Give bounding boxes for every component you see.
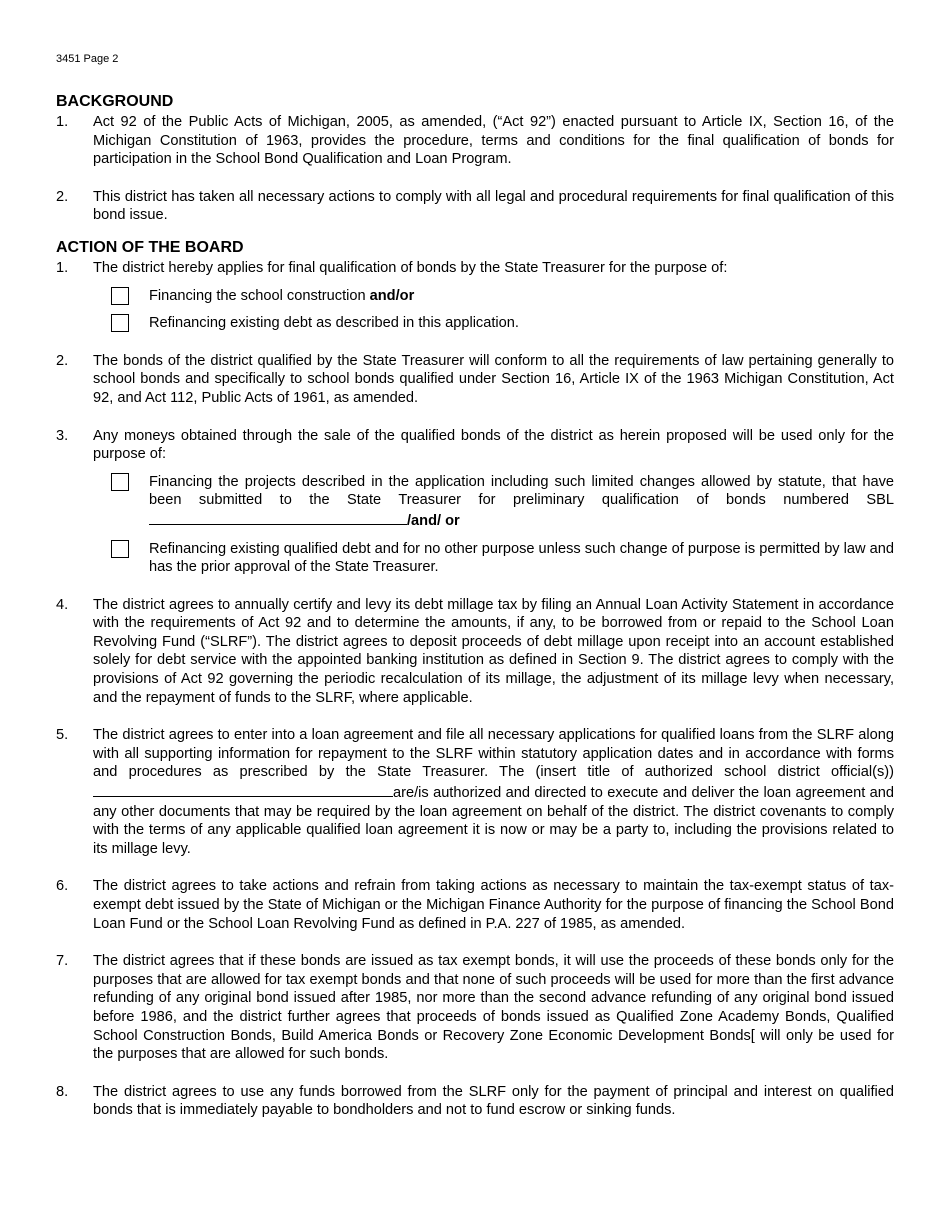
action-item-3 <box>56 427 894 464</box>
background-item-2 <box>56 188 894 225</box>
option-text: Financing the projects described in the application including such limited changes allowed by statute, that have been submitted to the State Treasurer for preliminary qualification of bonds numbered SBL <box>149 473 894 509</box>
item-text <box>93 726 894 858</box>
item-number: 6. <box>56 878 69 895</box>
option-text: Refinancing existing debt as described in this application. <box>149 315 519 332</box>
item-text-before: The district agrees to enter into a loan agreement and file all necessary applications for qualified loans from the SLRF along with all supporting information for repayment to the SLRF within statutory application dates and in accordance with forms and procedures as prescribed by the State Treasurer. The (insert title of authorized school district official(s)) <box>93 727 894 781</box>
option-bold-text: /and/ or <box>407 512 460 529</box>
background-heading: BACKGROUND <box>56 93 174 110</box>
item-text: This district has taken all necessary actions to comply with all legal and procedural requirements for final qualification of this bond issue. <box>93 188 894 224</box>
item-text: The district agrees to annually certify and levy its debt millage tax by filing an Annual Loan Activity Statement in accordance with the requirements of Act 92 and to determine the amounts, if any, to be borrowed from or repaid to the School Loan Revolving Fund (“SLRF”). The district agrees to deposit proceeds of debt millage upon receipt into an account established solely for debt service with the appointed banking institution as defined in Section 9. The district agrees to comply with the provisions of Act 92 governing the periodic recalculation of its millage, the adjustment of its millage levy when necessary, and the repayment of funds to the SLRF, where applicable. <box>93 596 894 706</box>
action-item-7 <box>56 952 894 1064</box>
item-number: 5. <box>56 727 69 744</box>
item-number: 4. <box>56 596 69 613</box>
action-item-6 <box>56 877 894 933</box>
option-financing-projects <box>56 473 894 531</box>
item-text: The district agrees to take actions and refrain from taking actions as necessary to maintain the tax-exempt status of tax-exempt debt issued by the State of Michigan or the Michigan Finance Authority for the purpose of financing the School Bond Loan Fund or the School Loan Revolving Fund as defined in P.A. 227 of 1985, as amended. <box>93 878 894 932</box>
action-item-1 <box>56 259 894 278</box>
item-number: 1. <box>56 259 69 276</box>
item-text: Any moneys obtained through the sale of the qualified bonds of the district as herein proposed will be used only for the purpose of: <box>93 427 894 463</box>
action-item-8 <box>56 1083 894 1120</box>
form-content <box>56 92 894 1120</box>
option-refinancing-qualified-debt <box>56 540 894 577</box>
item-text: The bonds of the district qualified by the State Treasurer will conform to all the requirements of law pertaining generally to school bonds and specifically to school bonds qualified under Section 16, Article IX of the 1963 Michigan Constitution, Act 92, and Act 112, Public Acts of 1961, as amended. <box>93 352 894 406</box>
item-number: 3. <box>56 427 69 444</box>
sbl-number-field[interactable] <box>149 510 407 525</box>
item-text: The district hereby applies for final qualification of bonds by the State Treasurer for the purpose of: <box>93 259 728 276</box>
option-financing-construction <box>56 287 894 306</box>
item-number: 1. <box>56 114 69 130</box>
action-heading: ACTION OF THE BOARD <box>56 238 244 256</box>
item-text: The district agrees to use any funds borrowed from the SLRF only for the payment of principal and interest on qualified bonds that is immediately payable to bondholders and not to fund escrow or sinking funds. <box>93 1083 894 1119</box>
action-item-4 <box>56 596 894 708</box>
financing-projects-checkbox[interactable] <box>111 473 129 491</box>
option-bold-text: and/or <box>369 287 415 304</box>
item-number: 8. <box>56 1083 69 1100</box>
refinancing-debt-checkbox[interactable] <box>111 314 129 332</box>
option-text: Financing the school construction <box>149 287 370 304</box>
item-number: 2. <box>56 188 69 205</box>
financing-construction-checkbox[interactable] <box>111 287 129 305</box>
item-number: 7. <box>56 953 69 970</box>
option-refinancing-debt <box>56 314 894 333</box>
refinancing-qualified-debt-checkbox[interactable] <box>111 540 129 558</box>
item-number: 2. <box>56 352 69 369</box>
item-text-after: are/is authorized and directed to execute and deliver the loan agreement and any other documents that may be required by the loan agreement on behalf of the district. The district covenants to comply with the terms of any applicable qualified loan agreement it is now or may be a party to, including the provisions related to its millage levy. <box>93 785 894 857</box>
item-text: The district agrees that if these bonds are issued as tax exempt bonds, it will use the proceeds of these bonds only for the purposes that are allowed for tax exempt bonds and that none of such proceeds will be used for more than the first advance refunding of any original bond issued after 1985, nor more than the second advance refunding of any original bond issued before 1986, and the district further agrees that proceeds of bonds issued as Qualified Zone Academy Bonds, Qualified School Construction Bonds, Build America Bonds or Recovery Zone Economic Development Bonds[ will only be used for the purposes that are allowed for such bonds. <box>93 953 894 1063</box>
action-item-2 <box>56 352 894 408</box>
option-text: Refinancing existing qualified debt and for no other purpose unless such change of purpose is permitted by law and has the prior approval of the State Treasurer. <box>149 540 894 576</box>
page-identifier: 3451 Page 2 <box>56 53 119 65</box>
authorized-official-field[interactable] <box>93 782 393 797</box>
action-item-5 <box>56 726 894 858</box>
item-text: Act 92 of the Public Acts of Michigan, 2005, as amended, (“Act 92”) enacted pursuant to Article IX, Section 16, of the Michigan Constitution of 1963, provides the procedure, terms and conditions for the final qualification of bonds for participation in the School Bond Qualification and Loan Program. <box>93 114 894 168</box>
background-item-1 <box>56 113 894 169</box>
